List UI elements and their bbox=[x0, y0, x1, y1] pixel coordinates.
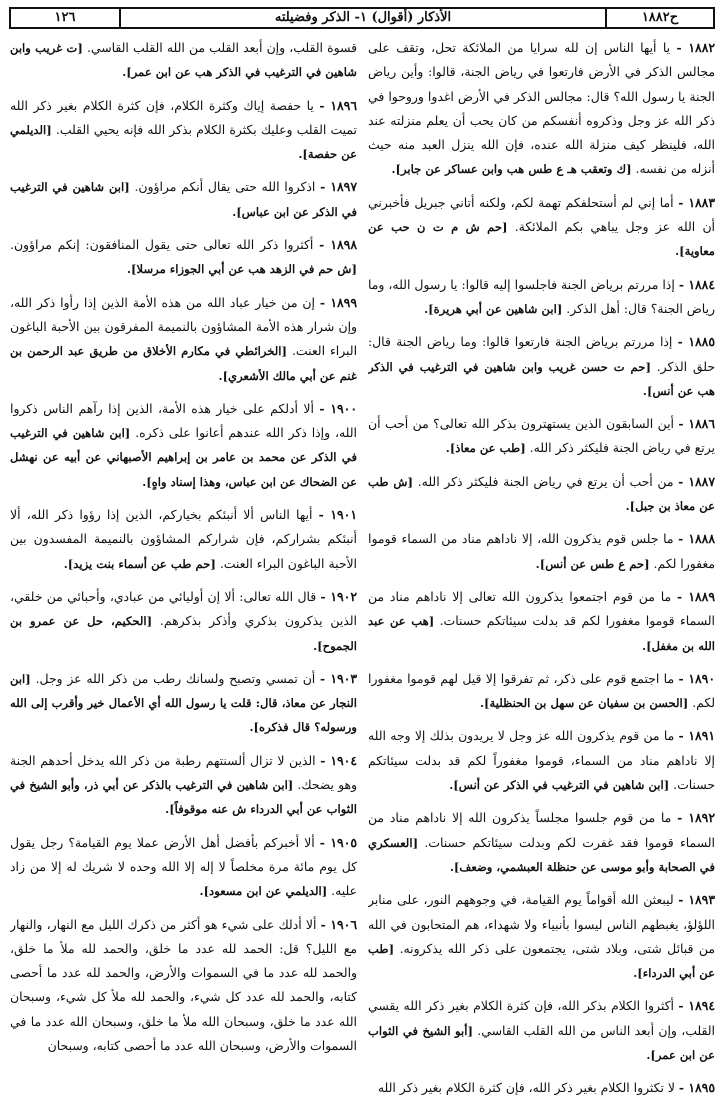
hadith-source: [ابن شاهين في الترغيب في الذكر عن ابن عباس]. bbox=[10, 180, 357, 219]
hadith-number: ١٨٩٦ - bbox=[319, 97, 357, 113]
hadith-text: ألا أخبركم بأفضل أهل الأرض عملا يوم القيامة؟ رجل يقول كل يوم مائة مرة مخلصاً لا إله إلا الله وحده لا شريك له إلا من زاد عليه. bbox=[10, 834, 357, 899]
hadith-number: ١٩٠٤ - bbox=[320, 752, 357, 768]
hadith-number: ١٩٠٠ - bbox=[319, 400, 357, 416]
hadith-source: [ابن شاهين عن أبي هريرة]. bbox=[424, 301, 563, 316]
hadith-source: [الديلمي عن ابن مسعود]. bbox=[199, 884, 328, 899]
hadith-text: إن من خيار عباد الله من هذه الأمة الذين إذا رأوا ذكر الله، وإن شرار هذه الأمة المشاؤون بالنميمة المفرقون بين الأحبة الباغون البراء العنت. bbox=[10, 294, 357, 359]
hadith-text: ما اجتمع قوم على ذكر، ثم تفرقوا إلا قيل لهم قوموا مغفورا لكم. bbox=[368, 670, 715, 711]
hadith-source: [ش طب عن معاذ بن جبل]. bbox=[368, 474, 715, 514]
hadith-entry bbox=[10, 831, 357, 904]
hadith-source: [الحسن بن سفيان عن سهل بن الحنظلية]. bbox=[480, 696, 689, 711]
hadith-text: قال الله تعالى: ألا إن أوليائي من عبادي، وأحبائي من خلقي، الذين يذكرون بذكري وأذكر بذكرهم. bbox=[10, 588, 357, 629]
hadith-text: أما إني لم أستحلفكم تهمة لكم، ولكنه أتاني جبريل فأخبرني أن الله عز وجل يباهي بكم الملائكة. bbox=[368, 194, 715, 235]
hadith-text: يا حفصة إياك وكثرة الكلام، فإن كثرة الكلام بغير ذكر الله تميت القلب وعليك بكثرة الكلام بذكر الله فإنه يحيي القلب. bbox=[10, 97, 357, 137]
hadith-source: [ش حم في الزهد هب عن أبي الجوزاء مرسلا]. bbox=[127, 262, 357, 277]
hadith-number: ١٩٠٣ - bbox=[320, 670, 357, 686]
hadith-text: ليبعثن الله أقواماً يوم القيامة، في وجوههم النور، على منابر اللؤلؤ، يغبطهم الناس ليسوا بأنبياء ولا شهداء، هم المتحابون في الله من قبائل شتى، وبلاد شتى، يجتمعون على ذكر الله يذكرونه. bbox=[368, 892, 715, 956]
hadith-entry bbox=[368, 412, 715, 461]
hadith-number: ١٨٩٣ - bbox=[678, 892, 715, 908]
hadith-source: [ابن شاهين في الترغيب في الذكر عن أنس]. bbox=[449, 778, 670, 793]
hadith-entry bbox=[10, 667, 357, 740]
hadith-entry bbox=[10, 503, 357, 576]
hadith-number: ١٨٩٧ - bbox=[320, 179, 357, 195]
hadith-entry bbox=[368, 1076, 715, 1100]
hadith-entry bbox=[368, 724, 715, 797]
hadith-number: ١٨٨٤ - bbox=[678, 276, 715, 292]
hadith-text: أكثروا الكلام بذكر الله، فإن كثرة الكلام بغير ذكر الله يقسي القلب، وإن أبعد الناس من الله القلب القاسي. bbox=[368, 998, 715, 1038]
hadith-text: لا تكثروا الكلام بغير ذكر الله، فإن كثرة الكلام بغير ذكر الله bbox=[377, 1080, 679, 1096]
hadith-entry bbox=[10, 397, 357, 494]
hadith-number: ١٨٩٨ - bbox=[319, 237, 357, 253]
hadith-entry bbox=[368, 527, 715, 576]
hadith-text: إذا مررتم برياض الجنة فارتعوا قالوا: وما رياض الجنة قال: حلق الذكر. bbox=[368, 334, 715, 374]
hadith-number: ١٩٠٥ - bbox=[319, 834, 357, 850]
hadith-source: [طب عن أبي الدرداء]. bbox=[368, 941, 715, 981]
hadith-source: [حم طب عن أسماء بنت يزيد]. bbox=[63, 556, 216, 571]
hadith-number: ١٨٨٨ - bbox=[678, 531, 715, 547]
hadith-entry bbox=[368, 888, 715, 985]
hadith-entry bbox=[368, 191, 715, 264]
hadith-source: [الديلمي عن حفصة]. bbox=[10, 122, 357, 162]
hadith-number: ١٩٠٢ - bbox=[320, 588, 357, 604]
hadith-text: ألا أدلكم على خيار هذه الأمة، الذين إذا رآهم الناس ذكروا الله، وإذا ذكر الله عندهم أعانوا على ذكره. bbox=[10, 400, 357, 441]
hadith-entry bbox=[368, 994, 715, 1067]
hadith-entry bbox=[10, 175, 357, 224]
hadith-entry bbox=[368, 330, 715, 403]
hadith-text: اذكروا الله حتى يقال أنكم مراؤون. bbox=[129, 179, 321, 195]
hadith-source: [الخرائطي في مكارم الأخلاق من طريق عبد الرحمن بن غنم عن أبي مالك الأشعري]. bbox=[10, 344, 357, 383]
hadith-text: أين السابقون الذين يستهترون بذكر الله تعالى؟ من أحب أن يرتع في رياض الجنة فليكثر ذكر الله. bbox=[368, 416, 715, 456]
hadith-source: [أبو الشيخ في الثواب عن ابن عمر]. bbox=[368, 1023, 715, 1062]
hadith-entry bbox=[368, 667, 715, 716]
hadith-entry bbox=[368, 470, 715, 519]
hadith-source: [ابن شاهين في الترغيب في الذكر عن محمد بن عامر بن إبراهيم الأصبهاني عن أبيه عن نهشل عن الضحاك عن ابن عباس، وهذا إسناد واهٍ]. bbox=[10, 426, 357, 489]
hadith-number: ١٨٩٢ - bbox=[677, 810, 715, 826]
hadith-number: ١٨٩١ - bbox=[678, 728, 715, 744]
hadith-number: ١٨٩٠ - bbox=[678, 670, 715, 686]
hadith-entry bbox=[368, 273, 715, 322]
hadith-text: ما جلس قوم يذكرون الله، إلا ناداهم مناد من السماء قوموا مغفورا لكم. bbox=[368, 531, 715, 571]
hadith-entry bbox=[10, 36, 357, 85]
left-text-column bbox=[10, 36, 357, 1102]
hadith-text: من أحب أن يرتع في رياض الجنة فليكثر ذكر الله. bbox=[413, 473, 679, 489]
hadith-text: يا أيها الناس إن لله سرايا من الملائكة تحل، وتقف على مجالس الذكر في الأرض فارتعوا في رياض الجنة، قالوا: وأين رياض الجنة يا رسول الله؟ قال: مجالس الذكر في الأرض اغدوا وروحوا في ذكر الله عز وجل وذكروه أنفسكم من كان يحب أن يعلم منزلته عند الله، فلينظر كيف منزلة الله عنده، فإن الله ينزل العبد منه حيث أنزله من نفسه. bbox=[368, 40, 715, 177]
hadith-number: ١٨٨٩ - bbox=[676, 588, 715, 604]
hadith-entry bbox=[368, 585, 715, 658]
hadith-text: ألا أدلك على شيء هو أكثر من ذكرك الليل مع النهار، والنهار مع الليل؟ قل: الحمد لله عدد ما خلق، والحمد لله ملأ ما خلق، والحمد لله عدد ما في السموات والأرض، والحمد لله عدد ما أحصى كتابه، والحمد لله عدد كل شيء، والحمد لله ملأ كل شيء، وسبحان الله عدد ما خلق، وسبحان الله ملأ ما خلق، وسبحان الله عدد ما في السموات والأرض، وسبحان الله عدد ما أحصى كتابه، وسبحان bbox=[10, 916, 357, 1053]
hadith-entry bbox=[10, 291, 357, 388]
hadith-source: [حم ع طس عن أنس]. bbox=[535, 556, 650, 571]
hadith-number: ١٨٩٥ - bbox=[678, 1080, 715, 1096]
hadith-entry bbox=[368, 806, 715, 879]
hadith-source: [ت غريب وابن شاهين في الترغيب في الذكر هب عن ابن عمر]. bbox=[10, 41, 357, 80]
hadith-source: [حم ت حسن غريب وابن شاهين في الترغيب في الذكر هب عن أنس]. bbox=[368, 359, 715, 398]
hadith-entry bbox=[10, 94, 357, 167]
hadith-number: ١٩٠٦ - bbox=[320, 916, 357, 932]
hadith-number: ١٨٩٩ - bbox=[319, 294, 357, 310]
hadith-number: ١٨٩٤ - bbox=[678, 998, 715, 1014]
hadith-source: [ك وتعقب هـ ع طس هب وابن عساكر عن جابر]. bbox=[391, 162, 632, 177]
chapter-title: الأذكار (أقوال) ١- الذكر وفضيلته bbox=[119, 9, 605, 27]
hadith-source: [الحكيم، حل عن عمرو بن الجموح]. bbox=[10, 614, 357, 653]
hadith-number: ١٩٠١ - bbox=[318, 507, 357, 523]
hadith-text: قسوة القلب، وإن أبعد القلب من الله القلب القاسي. bbox=[82, 40, 357, 55]
hadith-entry bbox=[10, 585, 357, 658]
hadith-text: إذا مررتم برياض الجنة فاجلسوا إليه قالوا: يا رسول الله، وما رياض الجنة؟ قال: أهل الذكر. bbox=[368, 276, 715, 316]
hadith-number: ١٨٨٣ - bbox=[678, 194, 715, 210]
hadith-entry bbox=[10, 749, 357, 822]
hadith-entry bbox=[10, 233, 357, 282]
hadith-source: [ابن شاهين في الترغيب بالذكر عن أبي ذر، وأبو الشيخ في الثواب عن أبي الدرداء ش عنه موقوفاً]. bbox=[10, 778, 357, 817]
hadith-text: ما من قوم اجتمعوا يذكرون الله تعالى إلا ناداهم مناد من السماء قوموا مغفورا لكم قد بدلت سيئاتكم حسنات. bbox=[368, 588, 715, 629]
hadith-number: ١٨٨٧ - bbox=[678, 473, 715, 489]
hadith-number: ١٨٨٦ - bbox=[678, 416, 715, 432]
hadith-entry bbox=[368, 36, 715, 182]
hadith-source: [هب عن عبد الله بن مغفل]. bbox=[368, 614, 715, 653]
hadith-source: [طب عن معاذ]. bbox=[445, 441, 526, 456]
page-header bbox=[9, 7, 715, 29]
hadith-range-ref: ح١٨٨٢ bbox=[605, 9, 713, 27]
hadith-text: أكثروا ذكر الله تعالى حتى يقول المنافقون: إنكم مراؤون. bbox=[10, 237, 320, 253]
right-text-column bbox=[368, 36, 715, 1102]
hadith-text: ما من قوم يذكرون الله عز وجل لا يريدون بذلك إلا وجه الله إلا ناداهم مناد من السماء، قوموا مغفوراً لكم قد بدلت سيئاتكم حسنات. bbox=[368, 728, 715, 793]
hadith-source: [حم ش م ت ن حب عن معاوية]. bbox=[368, 220, 715, 259]
hadith-text: الذين لا تزال ألسنتهم رطبة من ذكر الله يدخل أحدهم الجنة وهو يضحك. bbox=[10, 752, 357, 793]
hadith-number: ١٨٨٢ - bbox=[676, 40, 715, 55]
page-number: ١٢٦ bbox=[54, 10, 76, 25]
hadith-text: أن تمسي وتصبح ولسانك رطب من ذكر الله عز وجل. bbox=[30, 670, 321, 686]
hadith-text: أيها الناس ألا أنبئكم بخياركم، الذين إذا رؤوا ذكر الله، ألا أنبئكم بشراركم، فإن شراركم المشاؤون بالنميمة المفسدون بين الأحبة الباغون البراء العنت. bbox=[10, 507, 357, 571]
hadith-entry bbox=[10, 913, 357, 1059]
hadith-text: ما من قوم جلسوا مجلساً يذكرون الله إلا ناداهم مناد من السماء قوموا فقد غفرت لكم وبدلت سيئاتكم حسنات. bbox=[368, 810, 715, 850]
hadith-source: [العسكري في الصحابة وأبو موسى عن حنظلة العبشمي، وضعف]. bbox=[368, 835, 715, 874]
hadith-source: [ابن النجار عن معاذ، قال: قلت يا رسول الله أي الأعمال خير وأقرب إلى الله ورسوله؟ قال فذكره]. bbox=[10, 671, 357, 735]
hadith-number: ١٨٨٥ - bbox=[677, 334, 715, 350]
